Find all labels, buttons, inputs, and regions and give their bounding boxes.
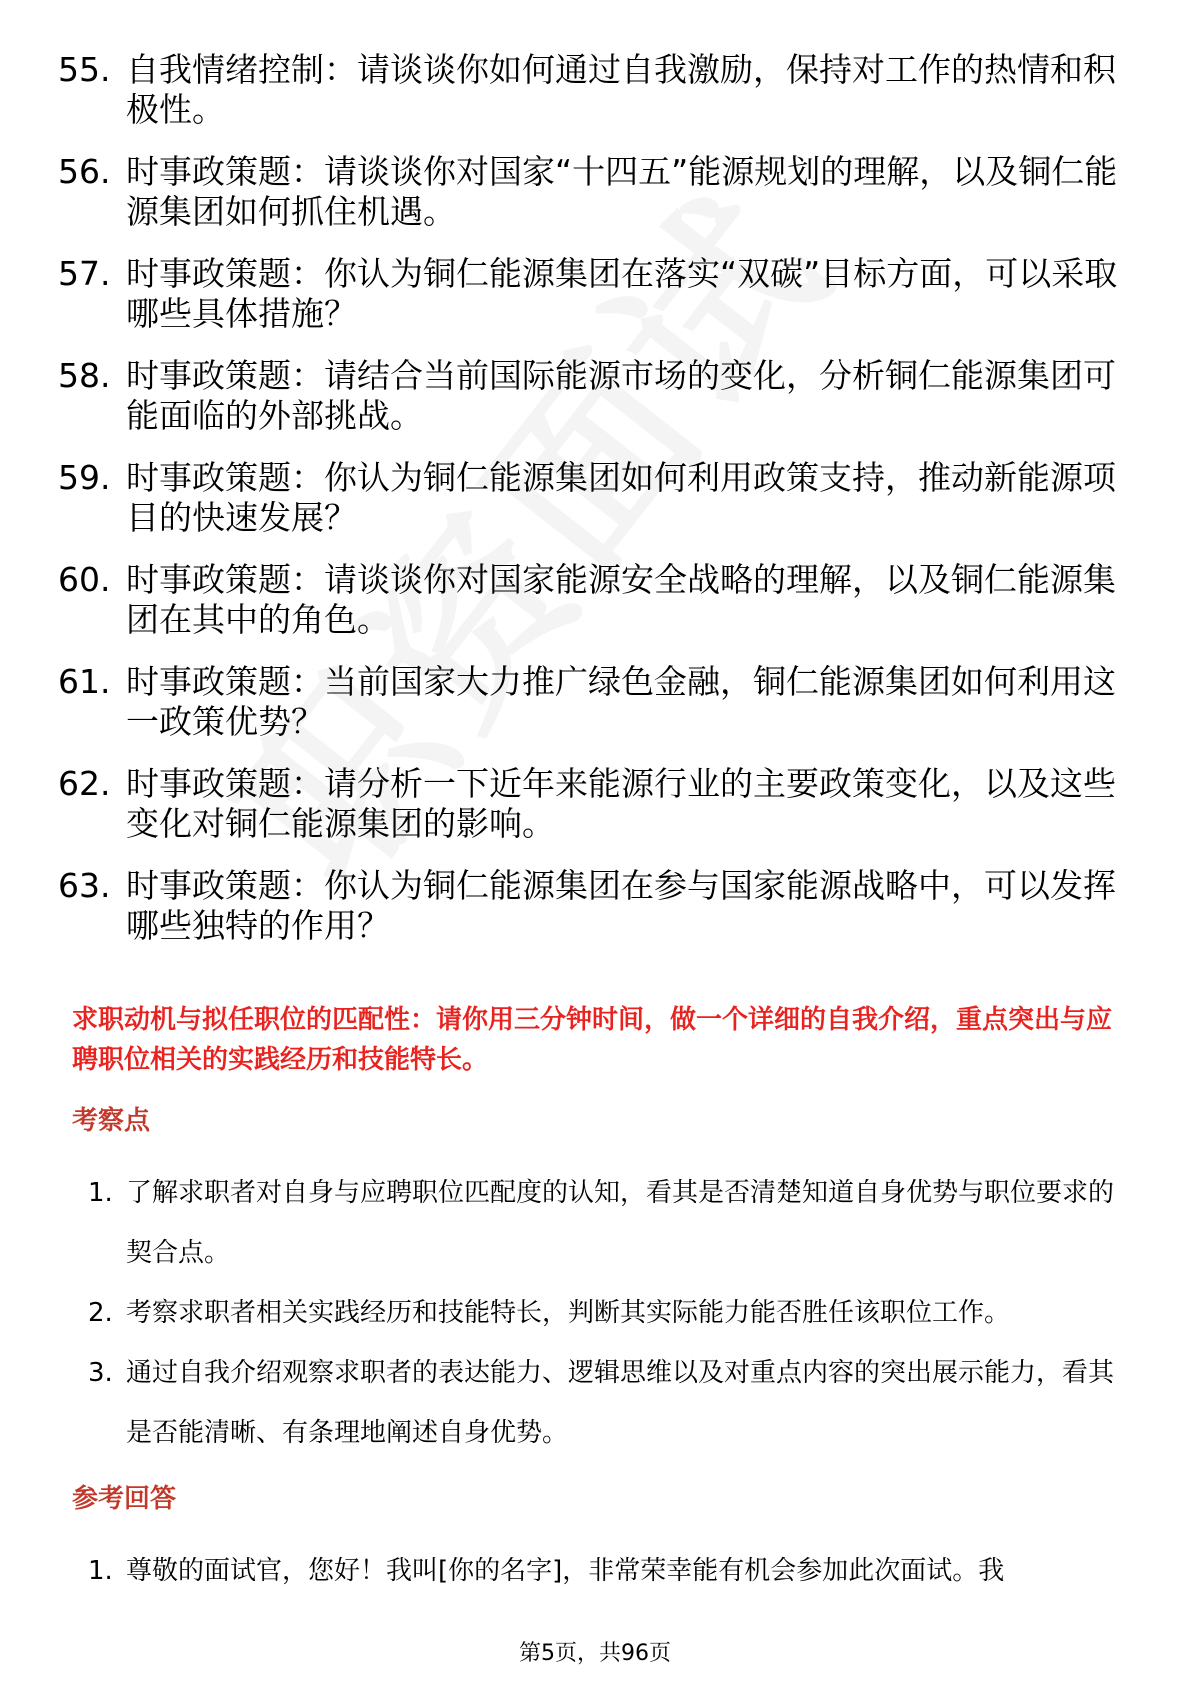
point-number: 1. <box>88 1178 113 1208</box>
question-text: 时事政策题：请分析一下近年来能源行业的主要政策变化，以及这些变化对铜仁能源集团的影响。 <box>126 764 1116 843</box>
question-text: 时事政策题：请谈谈你对国家“十四五”能源规划的理解，以及铜仁能源集团如何抓住机遇。 <box>126 152 1118 231</box>
question-number: 61. <box>58 662 111 701</box>
answer-number: 1. <box>88 1556 113 1586</box>
question-item <box>58 356 1138 436</box>
point-number: 3. <box>88 1358 113 1388</box>
question-item <box>58 866 1138 946</box>
point-item <box>88 1163 1128 1283</box>
section-title: 求职动机与拟任职位的匹配性：请你用三分钟时间，做一个详细的自我介绍，重点突出与应聘职位相关的实践经历和技能特长。 <box>72 1005 1113 1075</box>
question-text: 时事政策题：你认为铜仁能源集团在参与国家能源战略中，可以发挥哪些独特的作用？ <box>126 866 1116 945</box>
point-item <box>88 1343 1128 1463</box>
question-number: 62. <box>58 764 111 803</box>
page-footer: 第5页，共96页 <box>519 1641 671 1666</box>
question-number: 63. <box>58 866 111 905</box>
question-text: 自我情绪控制：请谈谈你如何通过自我激励，保持对工作的热情和积极性。 <box>126 50 1116 129</box>
point-text: 了解求职者对自身与应聘职位匹配度的认知，看其是否清楚知道自身优势与职位要求的契合点。 <box>126 1178 1115 1268</box>
points-heading: 考察点 <box>72 1106 151 1136</box>
answer-text: 尊敬的面试官，您好！我叫[你的名字]，非常荣幸能有机会参加此次面试。我 <box>126 1556 1005 1586</box>
answers-list <box>88 1541 1128 1601</box>
question-item <box>58 458 1138 538</box>
question-number: 60. <box>58 560 111 599</box>
question-number: 57. <box>58 254 111 293</box>
question-text: 时事政策题：你认为铜仁能源集团在落实“双碳”目标方面，可以采取哪些具体措施？ <box>126 254 1118 333</box>
question-item <box>58 764 1138 844</box>
question-item <box>58 560 1138 640</box>
question-list <box>58 50 1138 968</box>
question-text: 时事政策题：请谈谈你对国家能源安全战略的理解，以及铜仁能源集团在其中的角色。 <box>126 560 1116 639</box>
point-item <box>88 1283 1128 1343</box>
points-list <box>88 1163 1128 1463</box>
point-text: 考察求职者相关实践经历和技能特长，判断其实际能力能否胜任该职位工作。 <box>126 1298 1011 1328</box>
question-number: 56. <box>58 152 111 191</box>
point-number: 2. <box>88 1298 113 1328</box>
question-item <box>58 254 1138 334</box>
question-text: 时事政策题：请结合当前国际能源市场的变化，分析铜仁能源集团可能面临的外部挑战。 <box>126 356 1116 435</box>
question-item <box>58 50 1138 130</box>
question-item <box>58 662 1138 742</box>
answer-heading: 参考回答 <box>72 1484 177 1514</box>
question-text: 时事政策题：当前国家大力推广绿色金融，铜仁能源集团如何利用这一政策优势？ <box>126 662 1116 741</box>
question-number: 59. <box>58 458 111 497</box>
question-item <box>58 152 1138 232</box>
answer-item <box>88 1541 1128 1601</box>
question-text: 时事政策题：你认为铜仁能源集团如何利用政策支持，推动新能源项目的快速发展？ <box>126 458 1116 537</box>
question-number: 58. <box>58 356 111 395</box>
question-number: 55. <box>58 50 111 89</box>
point-text: 通过自我介绍观察求职者的表达能力、逻辑思维以及对重点内容的突出展示能力，看其是否能清晰、有条理地阐述自身优势。 <box>126 1358 1115 1448</box>
